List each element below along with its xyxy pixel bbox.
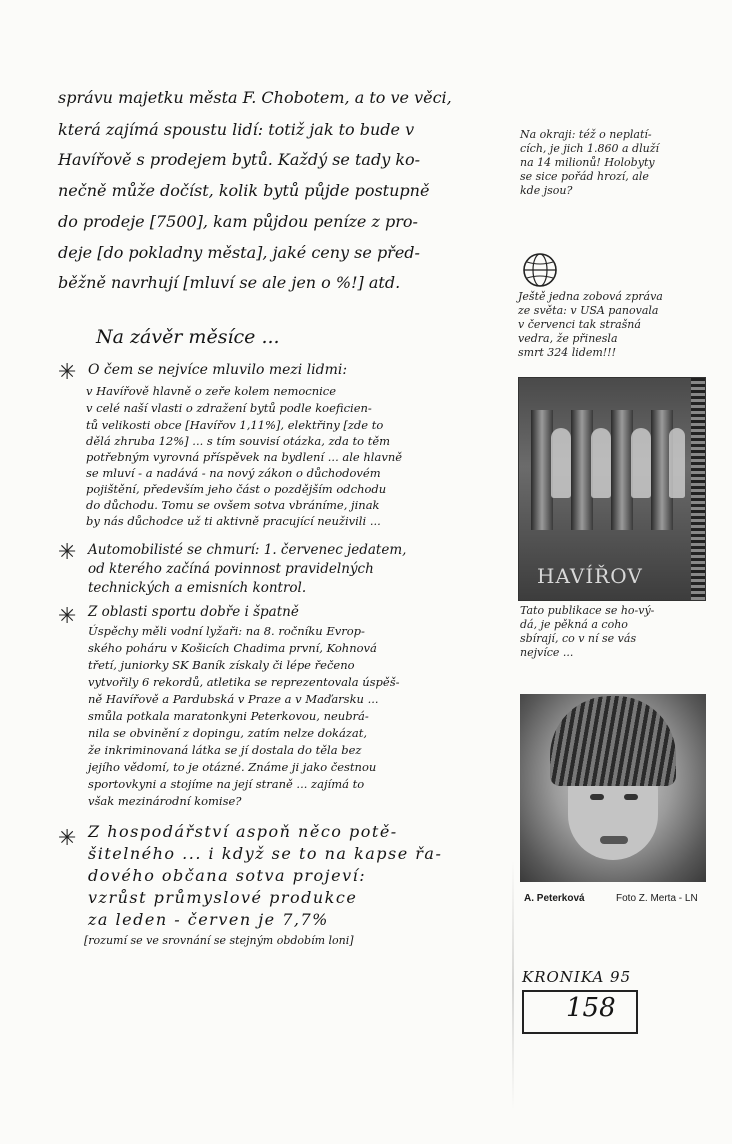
text-line: by nás důchodce už ti aktivně pracující neuživili ...: [86, 514, 381, 528]
text-line: smůla potkala maratonkyni Peterkovou, neubrá-: [88, 709, 369, 723]
text-line: Úspěchy měli vodní lyžaři: na 8. ročníku Evrop-: [88, 624, 365, 638]
text-line: Tato publikace se ho-vý-: [520, 604, 655, 617]
cover-title: HAVÍŘOV: [537, 564, 643, 588]
text-line: nila se obvinění z dopingu, zatím nelze dokázat,: [88, 726, 368, 740]
text-line: nejvíce ...: [520, 646, 574, 659]
text-line: Automobilisté se chmurí: 1. červenec jedatem,: [88, 542, 407, 558]
text-line: která zajímá spoustu lidí: totiž jak to bude v: [58, 120, 415, 139]
asterisk-icon: ✳: [58, 604, 77, 629]
asterisk-icon: ✳: [58, 540, 77, 565]
asterisk-icon: ✳: [58, 826, 77, 851]
text-line: v Havířově hlavně o zeře kolem nemocnice: [86, 384, 337, 398]
text-line: Z oblasti sportu dobře i špatně: [88, 604, 299, 620]
text-line: šitelného ... i když se to na kapse řa-: [88, 844, 443, 863]
text-line: do důchodu. Tomu se ovšem sotva vbráníme, jinak: [86, 498, 380, 512]
text-line: nečně může dočíst, kolik bytů půjde postupně: [58, 181, 430, 200]
text-line: dělá zhruba 12%] ... s tím souvisí otázka, zda to těm: [86, 434, 391, 448]
text-line: Havířově s prodejem bytů. Každý se tady ko-: [58, 150, 421, 169]
globe-icon: [520, 250, 560, 290]
text-line: deje [do pokladny města], jaké ceny se před-: [58, 243, 420, 262]
text-line: Ještě jedna zobová zpráva: [518, 290, 663, 303]
text-line: vzrůst průmyslové produkce: [88, 888, 358, 907]
text-line: ze světa: v USA panovala: [518, 304, 659, 317]
text-line: třetí, juniorky SK Baník získaly či lépe řečeno: [88, 658, 355, 672]
text-line: kde jsou?: [520, 184, 573, 197]
text-line: na 14 milionů! Holobyty: [520, 156, 655, 169]
margin-note-2: [518, 290, 663, 360]
text-line: běžně navrhují [mluví se ale jen o %!] atd.: [58, 273, 401, 292]
text-line: se sice pořád hrozí, ale: [520, 170, 649, 183]
text-line: ně Havířově a Pardubská v Praze a v Maďarsku ...: [88, 692, 379, 706]
text-line: se mluví - a nadává - na nový zákon o důchodovém: [86, 466, 381, 480]
text-line: smrt 324 lidem!!!: [518, 346, 617, 359]
text-line: sportovkyni a stojíme na její straně ... zajímá to: [88, 777, 365, 791]
photo-caption-name: A. Peterková: [524, 893, 585, 904]
text-line: cích, je jich 1.860 a dluží: [520, 142, 660, 155]
section-heading: Na závěr měsíce ...: [96, 326, 280, 348]
text-line: ského poháru v Košicích Chadima první, Kohnová: [88, 641, 377, 655]
text-line: dového občana sotva projeví:: [88, 866, 367, 885]
photo-caption-credit: Foto Z. Merta - LN: [616, 893, 698, 904]
text-line: pojištění, především jeho část o pozdějším odchodu: [86, 482, 387, 496]
peterkova-portrait: [520, 694, 706, 882]
text-line: dá, je pěkná a coho: [520, 618, 628, 631]
text-line: vedra, že přinesla: [518, 332, 618, 345]
text-line: Z hospodářství aspoň něco potě-: [88, 822, 398, 841]
topic1-intro: O čem se nejvíce mluvilo mezi lidmi:: [88, 362, 348, 378]
text-line: potřebným vyrovná příspěvek na bydlení ... ale hlavně: [86, 450, 403, 464]
text-line: že inkriminovaná látka se jí dostala do těla bez: [88, 743, 362, 757]
text-line: sbírají, co v ní se vás: [520, 632, 637, 645]
text-line: však mezinárodní komise?: [88, 794, 242, 808]
chronicle-label: KRONIKA 95: [522, 968, 632, 986]
text-line: za leden - červen je 7,7%: [88, 910, 329, 929]
margin-note-1: [520, 128, 659, 198]
text-line: v červenci tak strašná: [518, 318, 641, 331]
text-line: správu majetku města F. Chobotem, a to ve věci,: [58, 88, 452, 107]
text-line: od kterého začíná povinnost pravidelných: [88, 561, 374, 577]
text-line: do prodeje [7500], kam půjdou peníze z pro-: [58, 212, 418, 231]
havirov-book-cover: [518, 377, 706, 601]
text-line: jejího vědomí, to je otázné. Známe ji jako čestnou: [88, 760, 377, 774]
text-line: v celé naší vlasti o zdražení bytů podle koeficien-: [86, 401, 372, 415]
text-line: technických a emisních kontrol.: [88, 580, 307, 596]
paper-crease: [512, 860, 514, 1110]
page-number: 158: [566, 993, 616, 1023]
text-line: vytvořily 6 rekordů, atletika se reprezentovala úspěš-: [88, 675, 400, 689]
asterisk-icon: ✳: [58, 360, 77, 385]
text-line: tů velikosti obce [Havířov 1,11%], elektřiny [zde to: [86, 418, 384, 432]
text-line: Na okraji: též o neplatí-: [520, 128, 652, 141]
topic4-note: [rozumí se ve srovnání se stejným obdobím loni]: [84, 934, 354, 947]
margin-note-3: [520, 604, 654, 660]
